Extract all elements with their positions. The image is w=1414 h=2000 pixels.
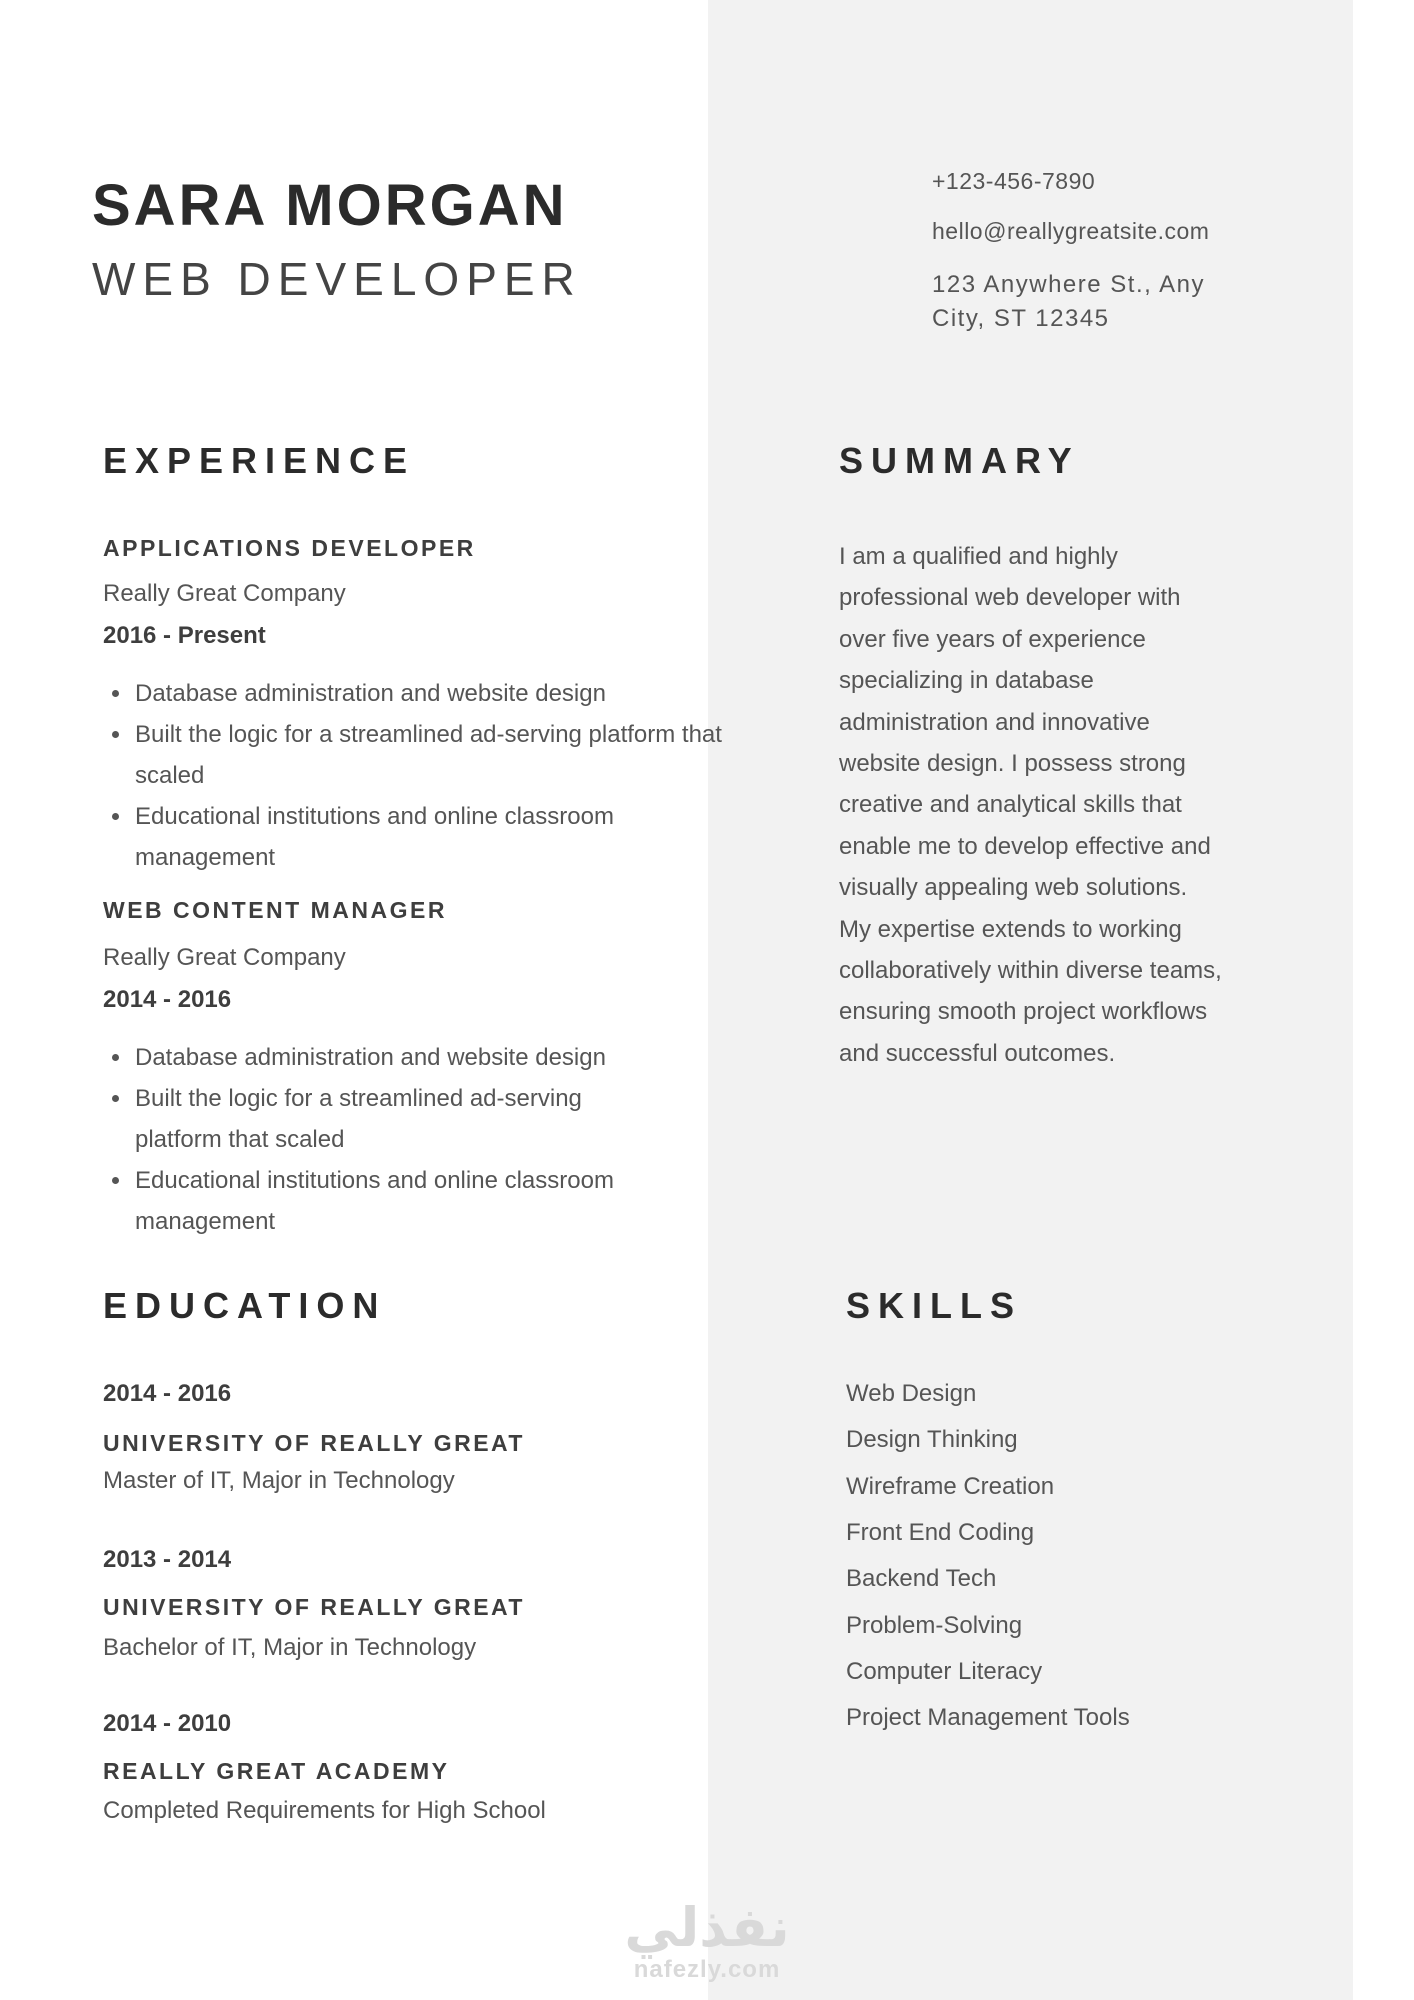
list-item: • Built the logic for a streamlined ad-serving platform that scaled: [133, 1078, 663, 1160]
education-school: UNIVERSITY OF REALLY GREAT: [103, 1594, 525, 1620]
watermark-logo: [622, 1896, 792, 1984]
list-item: • Educational institutions and online classroom management: [133, 1160, 663, 1242]
list-item: • Educational institutions and online classroom management: [133, 796, 723, 878]
education-dates: 2014 - 2016: [103, 1380, 232, 1407]
education-heading: EDUCATION: [103, 1285, 387, 1326]
contact-address: [932, 268, 1262, 336]
experience-heading: EXPERIENCE: [103, 440, 416, 481]
skill-item: Project Management Tools: [846, 1704, 1130, 1731]
list-item: • Database administration and website design: [133, 1037, 663, 1078]
summary-text: I am a qualified and highly professional web developer with over five years of experience specializing in database administration and innovative website design. I possess strong creative and analytical skills that enable me to develop effective and visually appealing web solutions. My expertise extends to working collaboratively within diverse teams, ensuring smooth project workflows and successful outcomes.: [839, 543, 1222, 1067]
contact-address-line2: City, ST 12345: [932, 305, 1110, 332]
contact-address-line1: 123 Anywhere St., Any: [932, 271, 1205, 298]
education-degree: Bachelor of IT, Major in Technology: [103, 1634, 477, 1661]
skill-item: Problem-Solving: [846, 1612, 1023, 1639]
skill-item: Front End Coding: [846, 1519, 1035, 1546]
skill-item: Web Design: [846, 1380, 977, 1407]
skills-heading: SKILLS: [846, 1285, 1023, 1326]
job-company: Really Great Company: [103, 944, 346, 971]
list-item: • Built the logic for a streamlined ad-serving platform that scaled: [133, 714, 723, 796]
education-dates: 2013 - 2014: [103, 1546, 232, 1573]
job-bullets: [103, 1037, 663, 1242]
education-dates: 2014 - 2010: [103, 1710, 232, 1737]
list-item: • Database administration and website design: [133, 673, 723, 714]
skill-item: Design Thinking: [846, 1426, 1018, 1453]
education-school: REALLY GREAT ACADEMY: [103, 1758, 450, 1784]
job-bullets: [103, 673, 723, 878]
job-title: WEB CONTENT MANAGER: [103, 897, 447, 923]
education-degree: Completed Requirements for High School: [103, 1797, 546, 1824]
skill-item: Backend Tech: [846, 1565, 997, 1592]
resume-name: SARA MORGAN: [92, 173, 568, 238]
contact-phone: +123-456-7890: [932, 168, 1096, 194]
contact-email: hello@reallygreatsite.com: [932, 218, 1210, 244]
education-degree: Master of IT, Major in Technology: [103, 1467, 455, 1494]
job-company: Really Great Company: [103, 580, 346, 607]
job-dates: 2014 - 2016: [103, 986, 232, 1013]
skill-item: Wireframe Creation: [846, 1473, 1055, 1500]
watermark-latin: nafezly.com: [633, 1956, 781, 1983]
watermark-arabic: نفذلي: [624, 1896, 790, 1959]
education-school: UNIVERSITY OF REALLY GREAT: [103, 1430, 525, 1456]
job-dates: 2016 - Present: [103, 622, 266, 649]
skill-item: Computer Literacy: [846, 1658, 1043, 1685]
summary-heading: SUMMARY: [839, 440, 1080, 481]
resume-role: WEB DEVELOPER: [92, 253, 582, 305]
job-title: APPLICATIONS DEVELOPER: [103, 535, 476, 561]
